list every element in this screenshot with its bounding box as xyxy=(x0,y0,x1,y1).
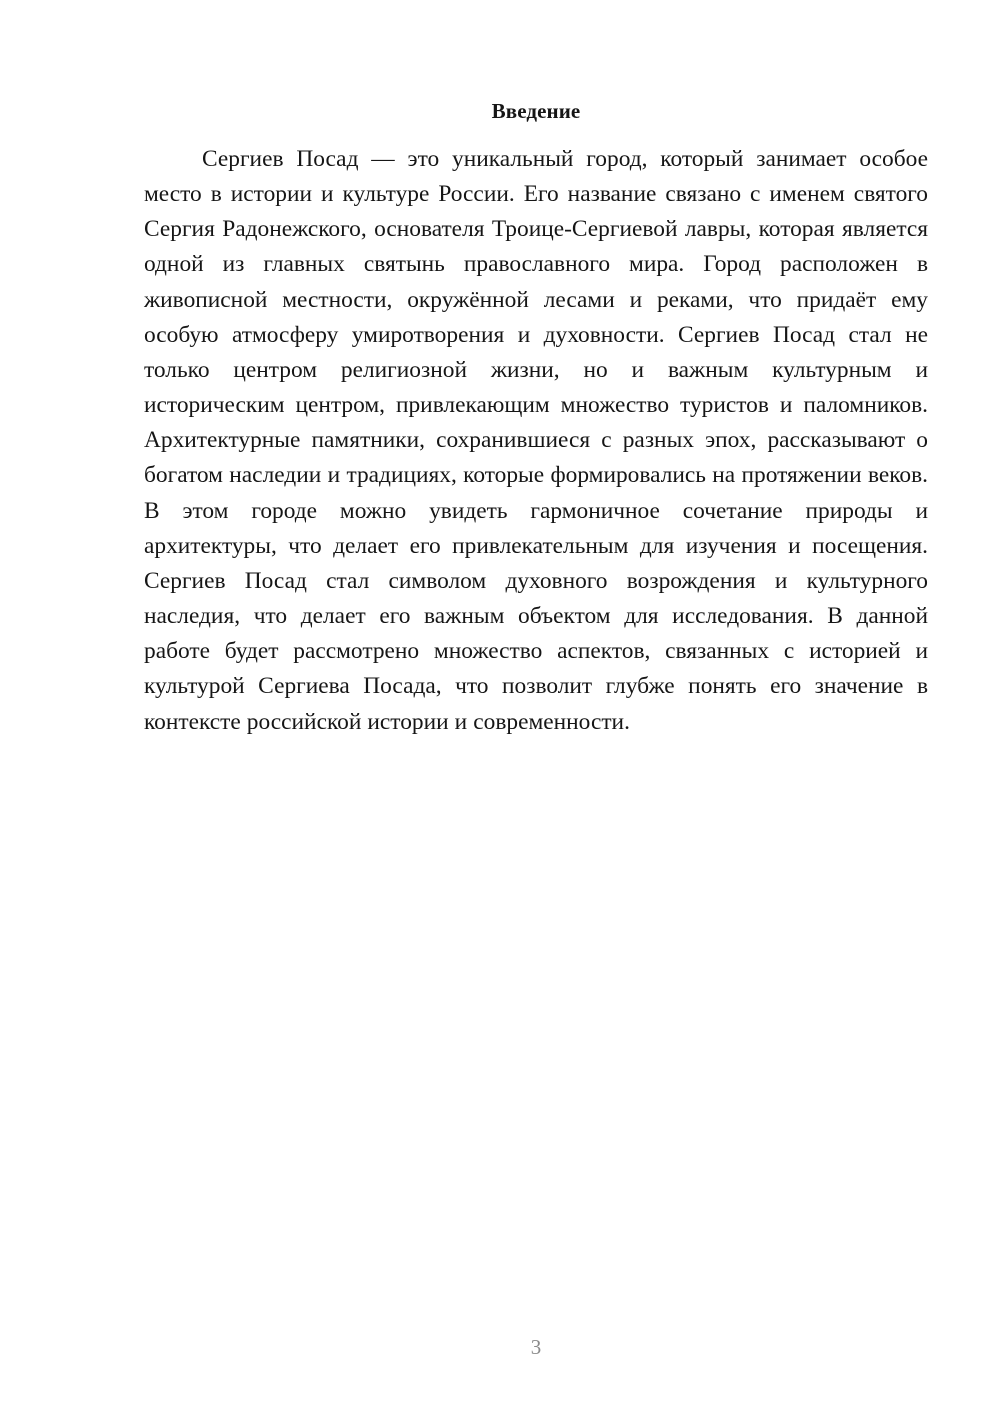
section-heading: Введение xyxy=(491,99,581,123)
intro-paragraph: Сергиев Посад — это уникальный город, который занимает особое место в истории и культуре России. Его название связано с именем святого Сергия Радонежского, основателя Троице-Сергиевой лавры, которая является одной из главных святынь православного мира. Город расположен в живописной местности, окружённой лесами и реками, что придаёт ему особую атмосферу умиротворения и духовности. Сергиев Посад стал не только центром религиозной жизни, но и важным культурным и историческим центром, привлекающим множество туристов и паломников. Архитектурные памятники, сохранившиеся с разных эпох, рассказывают о богатом наследии и традициях, которые формировались на протяжении веков. В этом городе можно увидеть гармоничное сочетание природы и архитектуры, что делает его привлекательным для изучения и посещения. Сергиев Посад стал символом духовного возрождения и культурного наследия, что делает его важным объектом для исследования. В данной работе будет рассмотрено множество аспектов, связанных с историей и культурой Сергиева Посада, что позволит глубже понять его значение в контексте российской истории и современности. xyxy=(144,146,928,735)
page-number: 3 xyxy=(530,1335,542,1359)
